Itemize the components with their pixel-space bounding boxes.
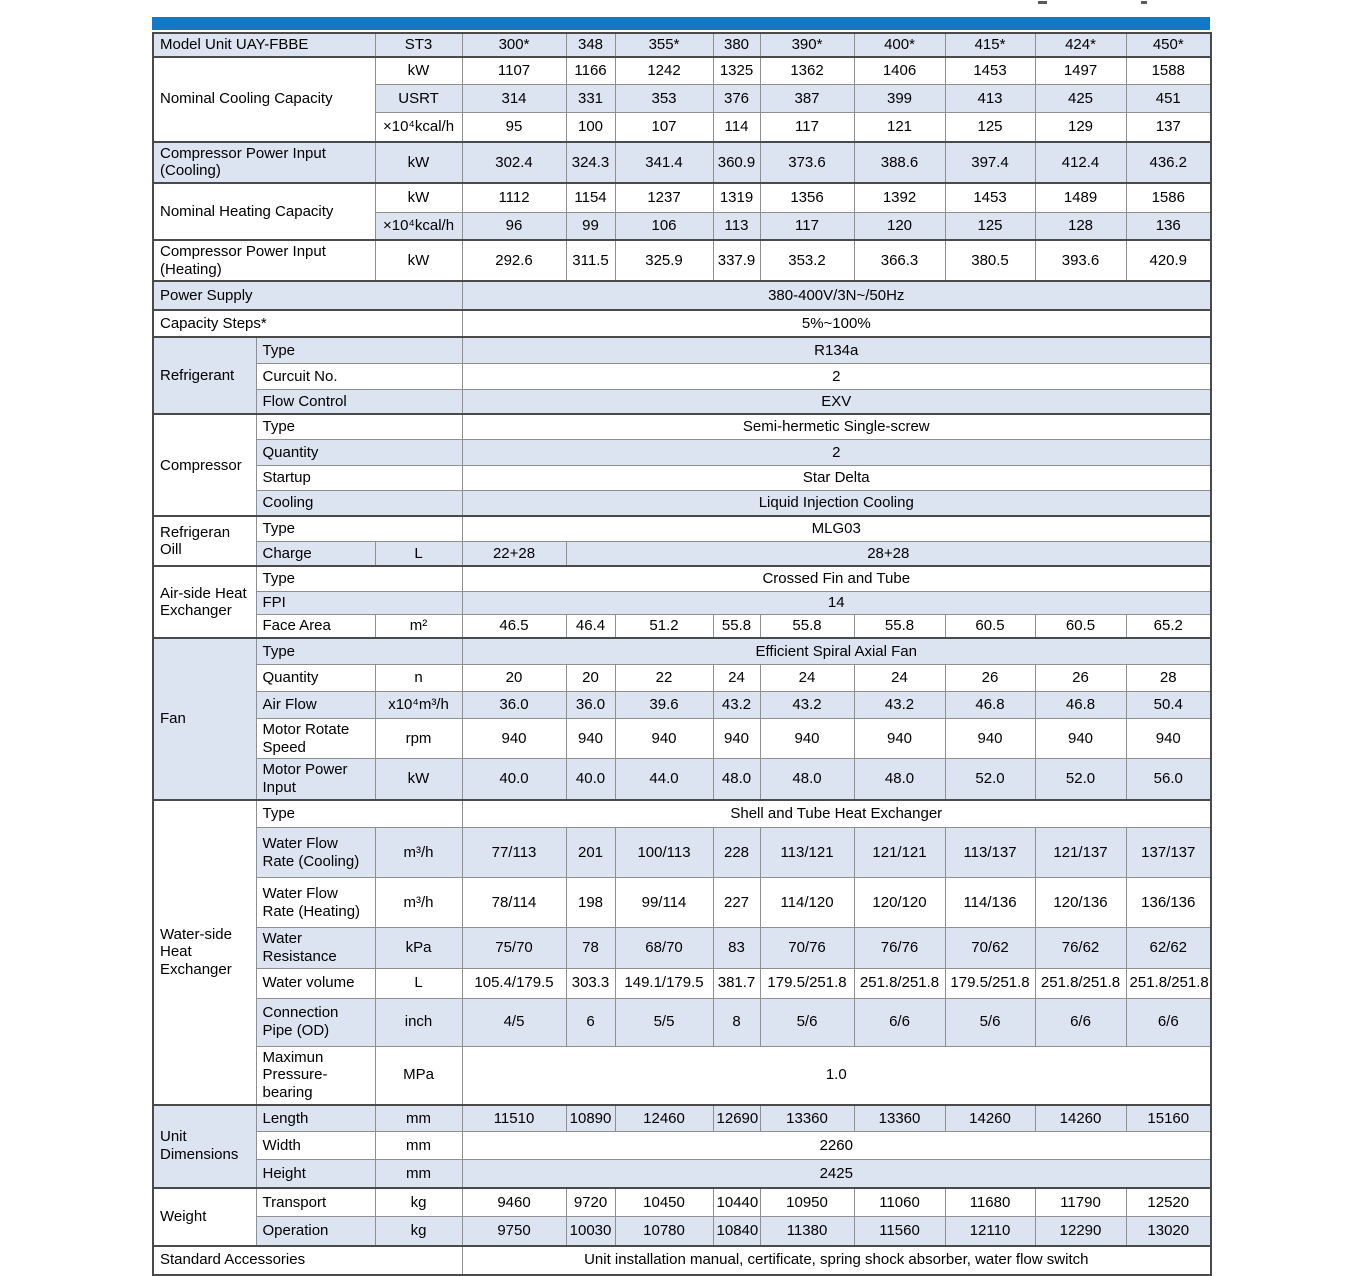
value-cell: Liquid Injection Cooling xyxy=(462,490,1211,516)
value-cell: 1237 xyxy=(615,183,713,212)
unit-cell: x10⁴m³/h xyxy=(375,691,462,718)
value-cell: 24 xyxy=(854,664,945,691)
unit-cell: rpm xyxy=(375,718,462,758)
value-cell: 117 xyxy=(760,212,854,240)
value-cell: 55.8 xyxy=(713,614,760,638)
value-cell: 10780 xyxy=(615,1217,713,1246)
row-label: Air Flow xyxy=(256,691,375,718)
value-cell: 11510 xyxy=(462,1105,566,1132)
value-cell: 114 xyxy=(713,113,760,142)
value-cell: 68/70 xyxy=(615,928,713,968)
unit-cell: kW xyxy=(375,142,462,183)
value-cell: 451 xyxy=(1126,85,1211,113)
value-cell: 99 xyxy=(566,212,615,240)
value-cell: 55.8 xyxy=(854,614,945,638)
value-cell: 324.3 xyxy=(566,142,615,183)
value-cell: Efficient Spiral Axial Fan xyxy=(462,638,1211,664)
value-cell: 940 xyxy=(854,718,945,758)
value-cell: 397.4 xyxy=(945,142,1035,183)
value-cell: 1325 xyxy=(713,57,760,85)
value-cell: 1406 xyxy=(854,57,945,85)
value-cell: 251.8/251.8 xyxy=(854,968,945,998)
unit-cell: kg xyxy=(375,1188,462,1217)
value-cell: 5/6 xyxy=(945,998,1035,1046)
value-cell: 1362 xyxy=(760,57,854,85)
value-cell: 125 xyxy=(945,212,1035,240)
value-cell: 137 xyxy=(1126,113,1211,142)
value-cell: 341.4 xyxy=(615,142,713,183)
value-cell: 12520 xyxy=(1126,1188,1211,1217)
value-cell: 6/6 xyxy=(1035,998,1126,1046)
value-cell: 11060 xyxy=(854,1188,945,1217)
row-label: Type xyxy=(256,516,462,541)
value-cell: 1112 xyxy=(462,183,566,212)
value-cell: EXV xyxy=(462,389,1211,414)
value-cell: 1392 xyxy=(854,183,945,212)
value-cell: 337.9 xyxy=(713,240,760,281)
value-cell: 1356 xyxy=(760,183,854,212)
value-cell: 380.5 xyxy=(945,240,1035,281)
value-cell: 40.0 xyxy=(462,759,566,800)
unit-cell: ×10⁴kcal/h xyxy=(375,212,462,240)
value-cell: 2 xyxy=(462,439,1211,465)
value-cell: 46.5 xyxy=(462,614,566,638)
value-cell: MLG03 xyxy=(462,516,1211,541)
value-cell: 13360 xyxy=(760,1105,854,1132)
unit-cell: kW xyxy=(375,240,462,281)
model-header: ST3 xyxy=(375,33,462,57)
row-label: Nominal Heating Capacity xyxy=(153,183,375,240)
unit-cell: m³/h xyxy=(375,878,462,928)
value-cell: 46.4 xyxy=(566,614,615,638)
row-label: Water Flow Rate (Heating) xyxy=(256,878,375,928)
value-cell: 10950 xyxy=(760,1188,854,1217)
row-label: Width xyxy=(256,1132,375,1160)
spec-table xyxy=(152,32,1212,1276)
value-cell: 14260 xyxy=(1035,1105,1126,1132)
value-cell: 251.8/251.8 xyxy=(1126,968,1211,998)
value-cell: 20 xyxy=(566,664,615,691)
unit-cell: kg xyxy=(375,1217,462,1246)
value-cell: 12690 xyxy=(713,1105,760,1132)
value-cell: 1586 xyxy=(1126,183,1211,212)
value-cell: 5/5 xyxy=(615,998,713,1046)
value-cell: 78 xyxy=(566,928,615,968)
value-cell: 113/121 xyxy=(760,828,854,878)
unit-cell: mm xyxy=(375,1132,462,1160)
value-cell: 62/62 xyxy=(1126,928,1211,968)
unit-cell: mm xyxy=(375,1160,462,1188)
value-cell: 100 xyxy=(566,113,615,142)
value-cell: 381.7 xyxy=(713,968,760,998)
value-cell: 387 xyxy=(760,85,854,113)
value-cell: 46.8 xyxy=(945,691,1035,718)
value-cell: 137/137 xyxy=(1126,828,1211,878)
row-label: Quantity xyxy=(256,664,375,691)
value-cell: 52.0 xyxy=(1035,759,1126,800)
value-cell: 1489 xyxy=(1035,183,1126,212)
value-cell: 311.5 xyxy=(566,240,615,281)
value-cell: 70/76 xyxy=(760,928,854,968)
row-label: Type xyxy=(256,566,462,591)
value-cell: 136 xyxy=(1126,212,1211,240)
value-cell: 1588 xyxy=(1126,57,1211,85)
value-cell: 15160 xyxy=(1126,1105,1211,1132)
value-cell: 136/136 xyxy=(1126,878,1211,928)
value-cell: 40.0 xyxy=(566,759,615,800)
value-cell: 412.4 xyxy=(1035,142,1126,183)
value-cell: Semi-hermetic Single-screw xyxy=(462,414,1211,439)
row-label: Motor Power Input xyxy=(256,759,375,800)
value-cell: 60.5 xyxy=(1035,614,1126,638)
value-cell: 28 xyxy=(1126,664,1211,691)
value-cell: 78/114 xyxy=(462,878,566,928)
spec-sheet xyxy=(152,17,1210,1276)
value-cell: 940 xyxy=(1126,718,1211,758)
value-cell: 120 xyxy=(854,212,945,240)
value-cell: 940 xyxy=(615,718,713,758)
value-cell: 292.6 xyxy=(462,240,566,281)
value-cell: 14 xyxy=(462,591,1211,614)
value-cell: 28+28 xyxy=(566,541,1211,566)
row-label: Maximun Pressure-bearing xyxy=(256,1046,375,1105)
value-cell: 940 xyxy=(713,718,760,758)
value-cell: 43.2 xyxy=(760,691,854,718)
value-cell: 10890 xyxy=(566,1105,615,1132)
value-cell: 940 xyxy=(1035,718,1126,758)
value-cell: 228 xyxy=(713,828,760,878)
value-cell: 366.3 xyxy=(854,240,945,281)
value-cell: 48.0 xyxy=(713,759,760,800)
value-cell: 22 xyxy=(615,664,713,691)
row-label: Type xyxy=(256,337,462,363)
value-cell: 100/113 xyxy=(615,828,713,878)
value-cell: 121 xyxy=(854,113,945,142)
value-cell: 5%~100% xyxy=(462,310,1211,337)
cropped-text-artifact xyxy=(1038,1,1047,4)
model-header: 424* xyxy=(1035,33,1126,57)
model-header: 400* xyxy=(854,33,945,57)
unit-cell: mm xyxy=(375,1105,462,1132)
value-cell: 303.3 xyxy=(566,968,615,998)
value-cell: 425 xyxy=(1035,85,1126,113)
value-cell: 6/6 xyxy=(854,998,945,1046)
row-label: Compressor Power Input (Heating) xyxy=(153,240,375,281)
value-cell: 12290 xyxy=(1035,1217,1126,1246)
value-cell: 420.9 xyxy=(1126,240,1211,281)
value-cell: 22+28 xyxy=(462,541,566,566)
table-top-bar xyxy=(152,17,1210,30)
value-cell: 2 xyxy=(462,363,1211,389)
unit-cell: L xyxy=(375,541,462,566)
value-cell: 4/5 xyxy=(462,998,566,1046)
value-cell: 10030 xyxy=(566,1217,615,1246)
value-cell: 11790 xyxy=(1035,1188,1126,1217)
value-cell: 121/137 xyxy=(1035,828,1126,878)
unit-cell: ×10⁴kcal/h xyxy=(375,113,462,142)
value-cell: 393.6 xyxy=(1035,240,1126,281)
value-cell: 26 xyxy=(945,664,1035,691)
value-cell: 376 xyxy=(713,85,760,113)
row-label: Capacity Steps* xyxy=(153,310,462,337)
value-cell: 13360 xyxy=(854,1105,945,1132)
row-label: Compressor Power Input (Cooling) xyxy=(153,142,375,183)
row-label: Quantity xyxy=(256,439,462,465)
value-cell: 24 xyxy=(760,664,854,691)
model-header: 300* xyxy=(462,33,566,57)
row-label: Length xyxy=(256,1105,375,1132)
unit-cell: inch xyxy=(375,998,462,1046)
value-cell: 9750 xyxy=(462,1217,566,1246)
value-cell: 179.5/251.8 xyxy=(945,968,1035,998)
value-cell: 1242 xyxy=(615,57,713,85)
value-cell: 83 xyxy=(713,928,760,968)
value-cell: 70/62 xyxy=(945,928,1035,968)
row-label: Height xyxy=(256,1160,375,1188)
value-cell: 105.4/179.5 xyxy=(462,968,566,998)
row-label: Connection Pipe (OD) xyxy=(256,998,375,1046)
row-label: Water Flow Rate (Cooling) xyxy=(256,828,375,878)
value-cell: 56.0 xyxy=(1126,759,1211,800)
unit-cell: USRT xyxy=(375,85,462,113)
value-cell: 251.8/251.8 xyxy=(1035,968,1126,998)
category-label: Compressor xyxy=(153,414,256,516)
value-cell: 360.9 xyxy=(713,142,760,183)
value-cell: 399 xyxy=(854,85,945,113)
value-cell: 114/120 xyxy=(760,878,854,928)
value-cell: 65.2 xyxy=(1126,614,1211,638)
value-cell: 120/120 xyxy=(854,878,945,928)
row-label: Standard Accessories xyxy=(153,1246,462,1275)
value-cell: 149.1/179.5 xyxy=(615,968,713,998)
value-cell: 5/6 xyxy=(760,998,854,1046)
model-header: 380 xyxy=(713,33,760,57)
value-cell: 353.2 xyxy=(760,240,854,281)
unit-cell: kW xyxy=(375,183,462,212)
row-label: Curcuit No. xyxy=(256,363,462,389)
value-cell: 325.9 xyxy=(615,240,713,281)
value-cell: 129 xyxy=(1035,113,1126,142)
value-cell: 44.0 xyxy=(615,759,713,800)
value-cell: 113 xyxy=(713,212,760,240)
value-cell: 9460 xyxy=(462,1188,566,1217)
row-label: Nominal Cooling Capacity xyxy=(153,57,375,142)
value-cell: 6 xyxy=(566,998,615,1046)
value-cell: 125 xyxy=(945,113,1035,142)
row-label: Cooling xyxy=(256,490,462,516)
category-label: Fan xyxy=(153,638,256,799)
value-cell: 2260 xyxy=(462,1132,1211,1160)
category-label: Air-side Heat Exchanger xyxy=(153,566,256,638)
value-cell: 43.2 xyxy=(713,691,760,718)
value-cell: 373.6 xyxy=(760,142,854,183)
value-cell: R134a xyxy=(462,337,1211,363)
value-cell: 314 xyxy=(462,85,566,113)
value-cell: 940 xyxy=(566,718,615,758)
value-cell: 1.0 xyxy=(462,1046,1211,1105)
value-cell: 96 xyxy=(462,212,566,240)
value-cell: 10450 xyxy=(615,1188,713,1217)
row-label: Transport xyxy=(256,1188,375,1217)
value-cell: 1319 xyxy=(713,183,760,212)
value-cell: 36.0 xyxy=(566,691,615,718)
value-cell: 12460 xyxy=(615,1105,713,1132)
model-header: 450* xyxy=(1126,33,1211,57)
value-cell: 26 xyxy=(1035,664,1126,691)
value-cell: 24 xyxy=(713,664,760,691)
category-label: Refrigerant xyxy=(153,337,256,414)
unit-cell: kW xyxy=(375,57,462,85)
value-cell: 6/6 xyxy=(1126,998,1211,1046)
category-label: Unit Dimensions xyxy=(153,1105,256,1188)
value-cell: 51.2 xyxy=(615,614,713,638)
row-label: Startup xyxy=(256,465,462,490)
value-cell: 380-400V/3N~/50Hz xyxy=(462,281,1211,310)
value-cell: 106 xyxy=(615,212,713,240)
unit-cell: L xyxy=(375,968,462,998)
unit-cell: MPa xyxy=(375,1046,462,1105)
row-label: Type xyxy=(256,638,462,664)
value-cell: 198 xyxy=(566,878,615,928)
row-label: Power Supply xyxy=(153,281,462,310)
value-cell: 76/76 xyxy=(854,928,945,968)
table-title: Model Unit UAY-FBBE xyxy=(153,33,375,57)
unit-cell: kW xyxy=(375,759,462,800)
value-cell: 1497 xyxy=(1035,57,1126,85)
cropped-text-artifact xyxy=(1141,1,1147,4)
value-cell: 107 xyxy=(615,113,713,142)
value-cell: 10440 xyxy=(713,1188,760,1217)
value-cell: 75/70 xyxy=(462,928,566,968)
value-cell: 128 xyxy=(1035,212,1126,240)
value-cell: 1107 xyxy=(462,57,566,85)
unit-cell: m³/h xyxy=(375,828,462,878)
category-label: Weight xyxy=(153,1188,256,1246)
value-cell: 95 xyxy=(462,113,566,142)
value-cell: 1453 xyxy=(945,57,1035,85)
value-cell: 2425 xyxy=(462,1160,1211,1188)
value-cell: 113/137 xyxy=(945,828,1035,878)
value-cell: 36.0 xyxy=(462,691,566,718)
value-cell: 413 xyxy=(945,85,1035,113)
value-cell: Crossed Fin and Tube xyxy=(462,566,1211,591)
value-cell: 10840 xyxy=(713,1217,760,1246)
value-cell: 11560 xyxy=(854,1217,945,1246)
value-cell: 1453 xyxy=(945,183,1035,212)
spec-table-body xyxy=(153,33,1211,1275)
value-cell: 77/113 xyxy=(462,828,566,878)
value-cell: 12110 xyxy=(945,1217,1035,1246)
value-cell: 331 xyxy=(566,85,615,113)
category-label: Water-side Heat Exchanger xyxy=(153,800,256,1105)
row-label: Water volume xyxy=(256,968,375,998)
row-label: FPI xyxy=(256,591,462,614)
model-header: 415* xyxy=(945,33,1035,57)
value-cell: 114/136 xyxy=(945,878,1035,928)
value-cell: Shell and Tube Heat Exchanger xyxy=(462,800,1211,828)
value-cell: 120/136 xyxy=(1035,878,1126,928)
value-cell: 121/121 xyxy=(854,828,945,878)
value-cell: 1154 xyxy=(566,183,615,212)
value-cell: 227 xyxy=(713,878,760,928)
model-header: 348 xyxy=(566,33,615,57)
row-label: Water Resistance xyxy=(256,928,375,968)
category-label: Refrigeran Oill xyxy=(153,516,256,566)
model-header: 390* xyxy=(760,33,854,57)
row-label: Flow Control xyxy=(256,389,462,414)
value-cell: 55.8 xyxy=(760,614,854,638)
row-label: Charge xyxy=(256,541,375,566)
value-cell: 76/62 xyxy=(1035,928,1126,968)
value-cell: 8 xyxy=(713,998,760,1046)
value-cell: 48.0 xyxy=(854,759,945,800)
value-cell: 20 xyxy=(462,664,566,691)
value-cell: 436.2 xyxy=(1126,142,1211,183)
model-header: 355* xyxy=(615,33,713,57)
value-cell: 13020 xyxy=(1126,1217,1211,1246)
value-cell: 117 xyxy=(760,113,854,142)
value-cell: 14260 xyxy=(945,1105,1035,1132)
value-cell: Star Delta xyxy=(462,465,1211,490)
value-cell: 1166 xyxy=(566,57,615,85)
value-cell: 353 xyxy=(615,85,713,113)
value-cell: 9720 xyxy=(566,1188,615,1217)
row-label: Type xyxy=(256,414,462,439)
value-cell: 43.2 xyxy=(854,691,945,718)
row-label: Operation xyxy=(256,1217,375,1246)
value-cell: 940 xyxy=(760,718,854,758)
unit-cell: m² xyxy=(375,614,462,638)
value-cell: 302.4 xyxy=(462,142,566,183)
value-cell: 388.6 xyxy=(854,142,945,183)
value-cell: 52.0 xyxy=(945,759,1035,800)
unit-cell: n xyxy=(375,664,462,691)
value-cell: 11380 xyxy=(760,1217,854,1246)
value-cell: 50.4 xyxy=(1126,691,1211,718)
value-cell: 60.5 xyxy=(945,614,1035,638)
value-cell: 11680 xyxy=(945,1188,1035,1217)
value-cell: 39.6 xyxy=(615,691,713,718)
value-cell: 940 xyxy=(462,718,566,758)
row-label: Face Area xyxy=(256,614,375,638)
value-cell: Unit installation manual, certificate, spring shock absorber, water flow switch xyxy=(462,1246,1211,1275)
value-cell: 99/114 xyxy=(615,878,713,928)
value-cell: 201 xyxy=(566,828,615,878)
value-cell: 48.0 xyxy=(760,759,854,800)
value-cell: 179.5/251.8 xyxy=(760,968,854,998)
row-label: Type xyxy=(256,800,462,828)
value-cell: 46.8 xyxy=(1035,691,1126,718)
unit-cell: kPa xyxy=(375,928,462,968)
row-label: Motor Rotate Speed xyxy=(256,718,375,758)
value-cell: 940 xyxy=(945,718,1035,758)
